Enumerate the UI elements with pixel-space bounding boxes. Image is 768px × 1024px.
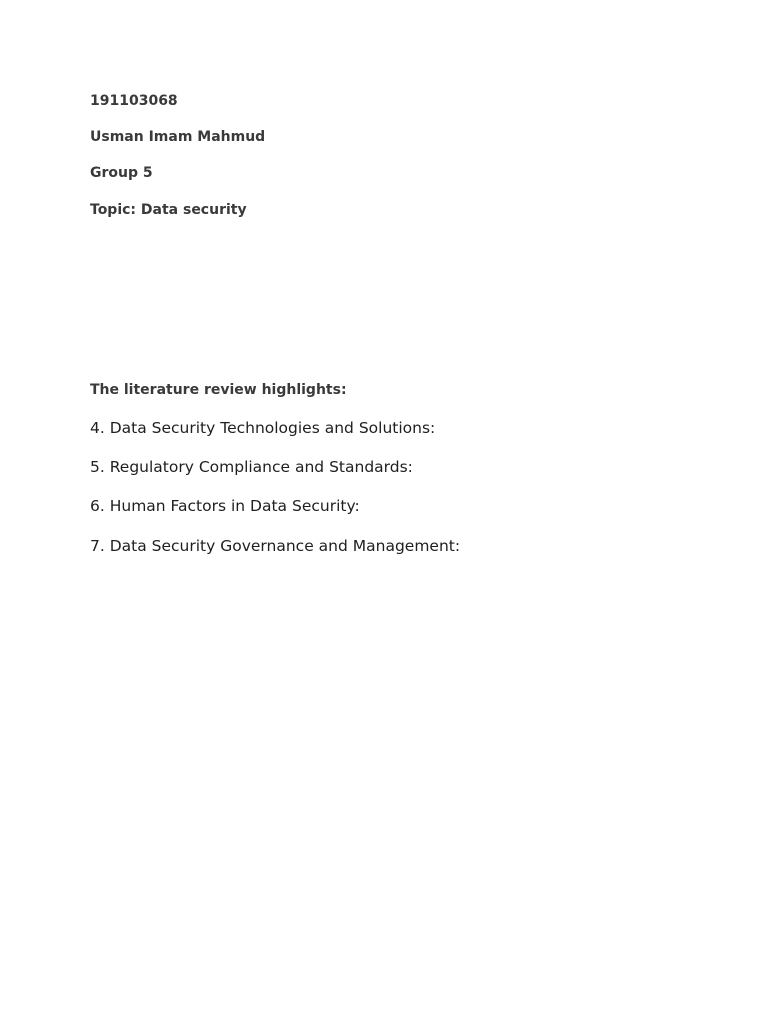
student-id: 191103068 <box>90 93 178 109</box>
topic-label: Topic: Data security <box>90 202 247 218</box>
list-item: 6. Human Factors in Data Security: <box>90 497 360 515</box>
list-item: 4. Data Security Technologies and Solutions: <box>90 419 436 437</box>
list-item: 7. Data Security Governance and Management: <box>90 537 461 555</box>
student-name: Usman Imam Mahmud <box>90 129 266 145</box>
list-item: 5. Regulatory Compliance and Standards: <box>90 458 413 476</box>
group-label: Group 5 <box>90 165 153 181</box>
review-intro: The literature review highlights: <box>90 382 347 398</box>
